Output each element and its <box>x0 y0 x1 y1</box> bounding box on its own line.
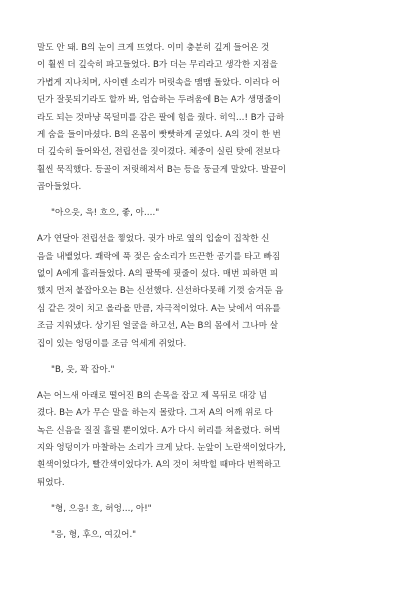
text-line: 조금 지워냈다. 상기된 얼굴을 하고선, A는 B의 몸에서 그나마 살 <box>37 321 279 332</box>
paragraph <box>37 40 383 197</box>
text-line: 녹은 신음을 질질 흘릴 뿐이었다. A가 다시 허리를 쳐올렸다. 허벅 <box>37 425 281 436</box>
text-line: 없이 A에게 흘러들었다. A의 팔뚝에 핏줄이 섰다. 매번 피하면 피 <box>37 269 279 280</box>
text-line: 했지 먼저 붙잡아오는 B는 신선했다. 신선하다못해 기껏 숨겨둔 음 <box>37 286 284 297</box>
text-line: 튀었다. <box>37 477 65 488</box>
text-line: 훨씬 묵직했다. 등골이 저릿해져서 B는 등을 둥글게 말았다. 발끝이 <box>37 164 287 175</box>
text-line: 가볍게 지나치며, 사이렌 소리가 머릿속을 맴맴 돌았다. 이러다 어 <box>37 77 281 88</box>
text-line: 흰색이었다가, 빨간색이었다가. A의 것이 쳐박힐 때마다 번쩍하고 <box>37 460 281 471</box>
text-line: 집이 있는 엉덩이를 조금 억세게 쥐었다. <box>37 338 187 349</box>
text-line: 딘가 잘못되기라도 할까 봐, 엄습하는 두려움에 B는 A가 생명줄이 <box>37 95 281 106</box>
text-line: A가 연달아 전립선을 찧었다. 귓가 바로 옆의 입술이 집착한 신 <box>37 234 270 245</box>
paragraph <box>37 231 383 353</box>
dialogue-line: "아으읏, 윽! 흐으, 좋, 아…." <box>51 208 160 219</box>
text-line: 겼다. B는 A가 무슨 말을 하는지 몰랐다. 그저 A의 어깨 위로 다 <box>37 408 273 419</box>
text-line: 말도 안 돼. B의 눈이 크게 뜨였다. 이미 충분히 깊게 들어온 것 <box>37 43 270 53</box>
dialogue-line: "B, 읏, 꽉 잡아." <box>51 364 115 375</box>
text-line: 곱아들었다. <box>37 182 82 193</box>
text-line: A는 어느새 아래로 떨어진 B의 손목을 잡고 제 목뒤로 대강 넘 <box>37 390 268 401</box>
text-line: 라도 되는 것마냥 목덜미를 감은 팔에 힘을 줬다. 히익…! B가 급하 <box>37 112 285 123</box>
text-line: 더 깊숙히 들어와선, 전립선을 짓이겼다. 체중이 실린 탓에 전보다 <box>37 147 281 158</box>
dialogue-line: "형, 으응! 흐, 허엉…, 아!" <box>51 503 152 514</box>
text-line: 게 숨을 들이마셨다. B의 온몸이 빳빳하게 굳었다. A의 것이 한 번 <box>37 130 281 141</box>
text-line: 심 같은 것이 치고 올라올 만큼, 자극적이었다. A는 낮에서 여유를 <box>37 303 281 314</box>
text-line: 이 훨씬 더 깊숙히 파고들었다. B가 더는 무리라고 생각한 지점을 <box>37 60 278 71</box>
text-line: 지와 엉덩이가 마찰하는 소리가 크게 났다. 눈앞이 노란색이었다가, <box>37 442 286 453</box>
text-line: 음을 내뱉었다. 쾌락에 푹 젖은 숨소리가 뜨끈한 공기를 타고 빠짐 <box>37 251 281 262</box>
dialogue-line: "응, 형, 후으, 여깄어." <box>51 529 137 540</box>
paragraph <box>37 388 383 492</box>
